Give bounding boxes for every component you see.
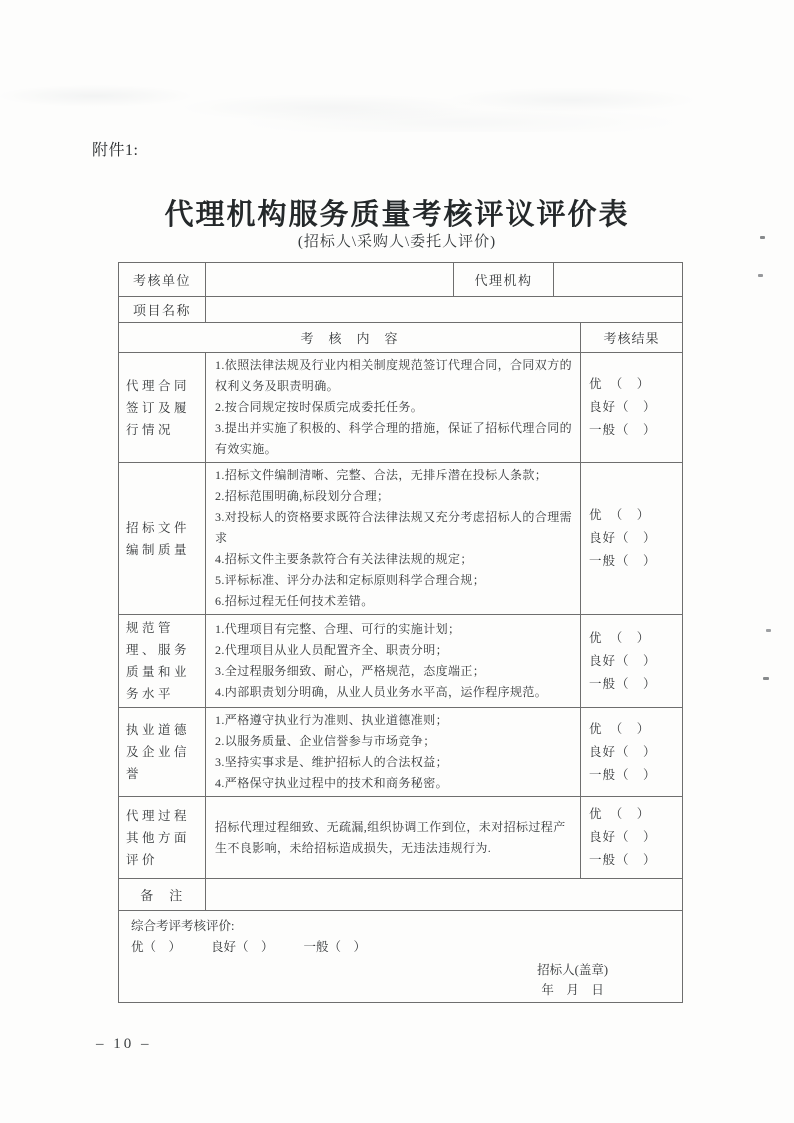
remark-value (206, 879, 683, 911)
overall-option: 良好（ ） (211, 940, 274, 954)
table-row (119, 911, 683, 1003)
table-row (119, 323, 683, 353)
ratings-cell (581, 797, 683, 879)
project-name-value (206, 297, 683, 323)
category-cell: 执业道德及企业信誉 (119, 708, 206, 797)
rating-option: 优 （ ） (589, 377, 651, 391)
table-row (119, 353, 683, 463)
criteria-item: 4.招标文件主要条款符合有关法律法规的规定； (215, 552, 473, 566)
overall-option: 优（ ） (131, 940, 182, 954)
signature-block (537, 960, 608, 1000)
criteria-item: 4.内部职责划分明确，从业人员业务水平高，运作程序规范。 (215, 685, 548, 699)
page-number: – 10 – (96, 1036, 152, 1052)
table-row (119, 615, 683, 708)
criteria-item: 2.按合同规定按时保质完成委托任务。 (215, 400, 424, 414)
date-line: 年 月 日 (541, 983, 604, 997)
table-row (119, 463, 683, 615)
criteria-item: 1.代理项目有完整、合理、可行的实施计划； (215, 622, 461, 636)
rating-option: 良好（ ） (589, 531, 657, 545)
attachment-label: 附件1: (92, 142, 139, 159)
criteria-item: 1.依照法律法规及行业内相关制度规范签订代理合同，合同双方的权利义务及职责明确。 (215, 358, 573, 393)
criteria-item: 1.招标文件编制清晰、完整、合法，无排斥潜在投标人条款； (215, 468, 548, 482)
table-row (119, 797, 683, 879)
criteria-item: 1.严格遵守执业行为准则、执业道德准则； (215, 713, 449, 727)
signature-line: 招标人(盖章) (537, 963, 608, 977)
items-cell (206, 353, 581, 463)
rating-option: 良好（ ） (589, 830, 657, 844)
table-row (119, 879, 683, 911)
page-subtitle: (招标人\采购人\委托人评价) (297, 234, 497, 250)
assess-unit-label: 考核单位 (119, 263, 206, 297)
ratings-cell (581, 353, 683, 463)
agency-value (554, 263, 683, 297)
assess-unit-value (206, 263, 454, 297)
agency-label: 代理机构 (454, 263, 554, 297)
remark-label: 备 注 (119, 879, 206, 911)
criteria-item: 2.以服务质量、企业信誉参与市场竞争； (215, 734, 436, 748)
ratings-cell (581, 615, 683, 708)
rating-option: 优 （ ） (589, 630, 651, 645)
scan-artifact-band (0, 52, 794, 132)
overall-evaluation-cell (119, 911, 683, 1003)
rating-option: 一般（ ） (589, 554, 657, 568)
scan-speck (766, 629, 771, 632)
criteria-item: 2.招标范围明确,标段划分合理； (215, 489, 390, 503)
rating-option: 优 （ ） (589, 508, 651, 522)
ratings-cell (581, 463, 683, 615)
rating-option: 一般（ ） (589, 423, 657, 437)
category-cell: 代理过程其他方面评价 (119, 797, 206, 879)
rating-option: 良好（ ） (589, 744, 657, 759)
criteria-item: 3.提出并实施了积极的、科学合理的措施，保证了招标代理合同的有效实施。 (215, 421, 573, 456)
project-name-label: 项目名称 (119, 297, 206, 323)
table-row (119, 708, 683, 797)
criteria-item: 3.坚持实事求是、维护招标人的合法权益； (215, 755, 449, 769)
page-title: 代理机构服务质量考核评议评价表 (164, 199, 630, 232)
table-row (119, 297, 683, 323)
ratings-cell (581, 708, 683, 797)
rating-option: 良好（ ） (589, 653, 657, 668)
rating-option: 良好（ ） (589, 400, 657, 414)
category-cell: 代理合同签订及履行情况 (119, 353, 206, 463)
content-header: 考 核 内 容 (119, 323, 581, 353)
overall-evaluation-label: 综合考评考核评价: (131, 919, 235, 933)
scan-speck (758, 274, 763, 277)
rating-option: 一般（ ） (589, 767, 657, 782)
rating-option: 优 （ ） (589, 721, 651, 736)
scan-speck (763, 677, 769, 680)
rating-option: 一般（ ） (589, 676, 657, 691)
items-cell (206, 708, 581, 797)
rating-option: 一般（ ） (589, 853, 657, 867)
items-cell (206, 615, 581, 708)
rating-option: 优 （ ） (589, 807, 651, 821)
evaluation-form-table (118, 262, 683, 1003)
criteria-item: 3.对投标人的资格要求既符合法律法规又充分考虑招标人的合理需求 (215, 510, 573, 545)
overall-options (131, 937, 670, 957)
criteria-item: 3.全过程服务细致、耐心，严格规范，态度端正； (215, 664, 486, 678)
items-cell (206, 463, 581, 615)
overall-option: 一般（ ） (303, 940, 367, 954)
category-cell: 招标文件编制质量 (119, 463, 206, 615)
result-header: 考核结果 (581, 323, 683, 353)
criteria-item: 6.招标过程无任何技术差错。 (215, 594, 374, 608)
category-cell: 规范管理、服务质量和业务水平 (119, 615, 206, 708)
items-cell (206, 797, 581, 879)
criteria-item: 2.代理项目从业人员配置齐全、职责分明； (215, 643, 449, 657)
criteria-item: 5.评标标准、评分办法和定标原则科学合理合规； (215, 573, 486, 587)
criteria-item: 4.严格保守执业过程中的技术和商务秘密。 (215, 776, 449, 790)
table-row (119, 263, 683, 297)
criteria-item: 招标代理过程细致、无疏漏,组织协调工作到位，未对招标过程产生不良影响，未给招标造成损失，无违法违规行为. (215, 819, 566, 855)
